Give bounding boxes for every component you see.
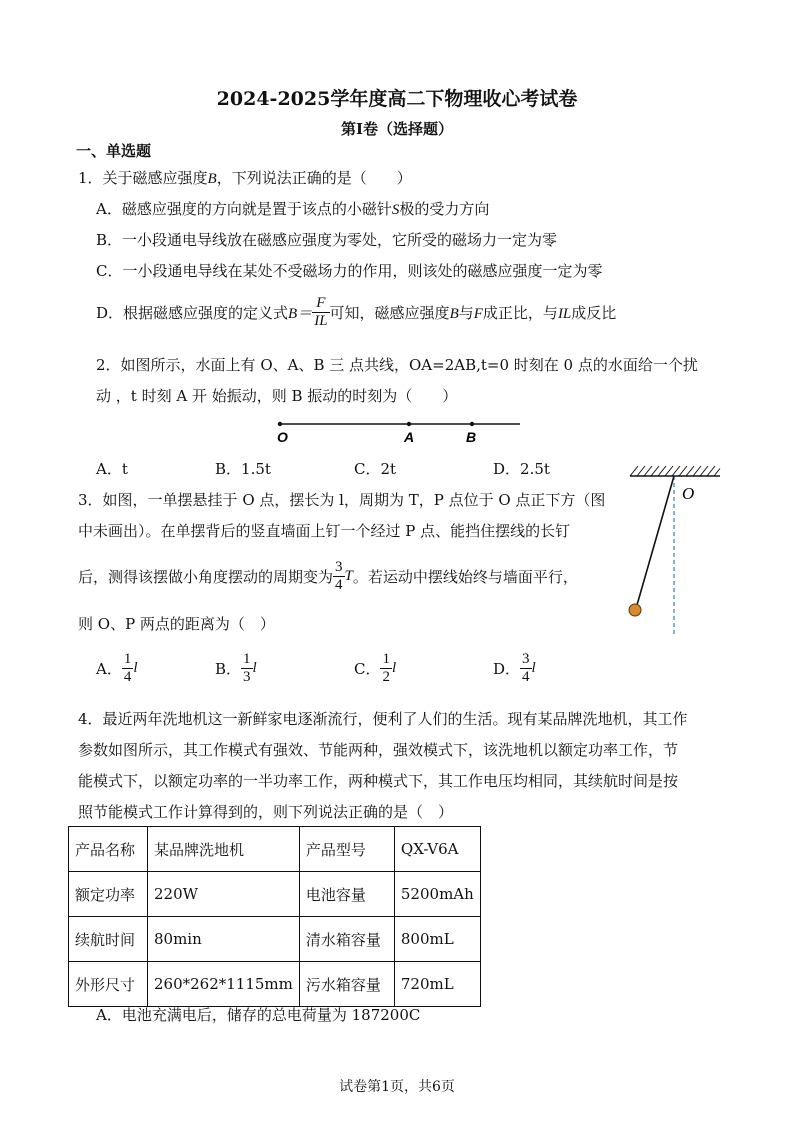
section-heading: 一、单选题	[76, 142, 152, 160]
table-cell: 产品名称	[69, 827, 148, 872]
table-cell: 80min	[148, 917, 300, 962]
q2-option-b: B．1.5t	[215, 460, 271, 478]
table-cell: 续航时间	[69, 917, 148, 962]
q1-option-b: B．一小段通电导线放在磁感应强度为零处，它所受的磁场力一定为零	[96, 231, 558, 249]
q2-label-o: O	[277, 429, 288, 445]
q2-option-c: C．2t	[354, 460, 397, 478]
q2-point-o	[278, 422, 282, 426]
q2-label-b: B	[466, 429, 477, 445]
q2-stem-line2: 动 ，t 时刻 A 开 始振动，则 B 振动的时刻为（ ）	[96, 387, 458, 405]
q3-label-o: O	[682, 484, 695, 503]
q2-option-d: D．2.5t	[493, 460, 550, 478]
q4-stem-line2: 参数如图所示，其工作模式有强效、节能两种，强效模式下，该洗地机以额定功率工作，节	[78, 741, 679, 759]
q1-option-d: D．根据磁感应强度的定义式B＝ $\frac{F}{IL}$ 可知，磁感应强度B与F成正比，与IL成反比	[96, 295, 617, 329]
q2-option-a: A．t	[96, 460, 128, 478]
q1-option-a: A．磁感应强度的方向就是置于该点的小磁针S极的受力方向	[96, 200, 490, 218]
table-cell: 260*262*1115mm	[148, 962, 300, 1007]
q3-pendulum-string	[637, 476, 674, 605]
q1-stem: 1．关于磁感应强度B，下列说法正确的是（ ）	[78, 169, 412, 187]
table-cell: 产品型号	[299, 827, 394, 872]
table-cell: 外形尺寸	[69, 962, 148, 1007]
table-cell: 清水箱容量	[299, 917, 394, 962]
q4-stem-line3: 能模式下，以额定功率的一半功率工作，两种模式下，其工作电压均相同，其续航时间是按	[78, 772, 679, 790]
q4-stem-line1: 4．最近两年洗地机这一新鲜家电逐渐流行，便利了人们的生活。现有某品牌洗地机，其工作	[78, 710, 688, 728]
q3-ceiling-hatch	[630, 466, 720, 476]
q3-stem-line2: 中未画出）。在单摆背后的竖直墙面上钉一个经过 P 点、能挡住摆线的长钉	[78, 522, 571, 540]
q3-option-d: D． $\frac{3}{4}$ l	[493, 651, 536, 685]
q3-option-a: A． $\frac{1}{4}$ l	[96, 651, 138, 685]
table-cell: 220W	[148, 872, 300, 917]
page-footer: 试卷第1页，共6页	[339, 1079, 455, 1095]
table-row	[69, 872, 481, 917]
part-title: 第I卷（选择题）	[340, 120, 454, 138]
table-cell: 5200mAh	[394, 872, 480, 917]
page-title: 2024-2025学年度高二下物理收心考试卷	[216, 88, 578, 110]
table-row	[69, 827, 481, 872]
q3-pendulum-figure	[620, 462, 732, 638]
q4-option-a: A．电池充满电后，储存的总电荷量为 187200C	[96, 1006, 421, 1024]
q3-option-b: B． $\frac{1}{3}$ l	[215, 651, 257, 685]
q4-stem-line4: 照节能模式工作计算得到的，则下列说法正确的是（ ）	[78, 803, 454, 821]
q2-label-a: A	[404, 429, 415, 445]
table-cell: 额定功率	[69, 872, 148, 917]
q1-formula-fraction: $\frac{F}{IL}$	[314, 295, 328, 329]
table-cell: 电池容量	[299, 872, 394, 917]
table-row	[69, 962, 481, 1007]
q2-point-b	[470, 422, 474, 426]
q2-figure	[270, 415, 530, 447]
table-row	[69, 917, 481, 962]
q4-spec-table	[68, 826, 481, 1007]
table-cell: 800mL	[394, 917, 480, 962]
q3-stem-line1: 3．如图，一单摆悬挂于 O 点，摆长为 l，周期为 T，P 点位于 O 点正下方（图	[78, 491, 606, 509]
q3-option-c: C． $\frac{1}{2}$ l	[354, 651, 397, 685]
q2-stem-line1: 2．如图所示，水面上有 O、A、B 三 点共线，OA=2AB,t=0 时刻在 0 点的水面给一个扰	[96, 356, 698, 374]
table-cell: 污水箱容量	[299, 962, 394, 1007]
q3-stem-line4: 则 O、P 两点的距离为（ ）	[78, 615, 275, 633]
table-cell: QX-V6A	[394, 827, 480, 872]
q3-pendulum-bob	[629, 604, 641, 616]
q2-point-a	[407, 422, 411, 426]
table-cell: 720mL	[394, 962, 480, 1007]
q1-option-c: C．一小段通电导线在某处不受磁场力的作用，则该处的磁感应强度一定为零	[96, 262, 603, 280]
q3-stem-line3: 后，测得该摆做小角度摆动的周期变为 $\frac{3}{4}$ T。若运动中摆线始终与墙面平行，	[78, 559, 578, 593]
table-cell: 某品牌洗地机	[148, 827, 300, 872]
